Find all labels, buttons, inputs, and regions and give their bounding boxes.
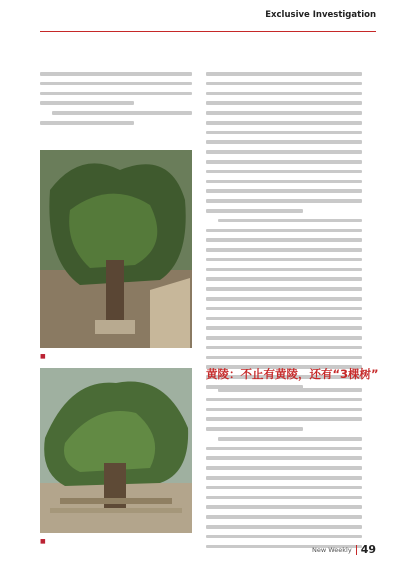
body-text-right xyxy=(206,72,362,389)
section-subheading: 黄陵：不止有黄陵，还有“3棵树” xyxy=(206,367,379,381)
header-rule xyxy=(40,31,376,32)
photo-cypress-bottom xyxy=(40,368,192,533)
caption-left: ■ xyxy=(40,353,46,360)
section-label: Exclusive Investigation xyxy=(265,10,376,20)
body-text-right-lower xyxy=(206,388,362,548)
header xyxy=(265,9,376,20)
body-text-left xyxy=(40,72,192,125)
magazine-name: New Weekly xyxy=(311,545,352,554)
photo-cypress-left xyxy=(40,150,192,348)
caption-bottom: ■ xyxy=(40,538,46,545)
page-number: 49 xyxy=(360,543,376,556)
page-footer xyxy=(312,543,376,556)
